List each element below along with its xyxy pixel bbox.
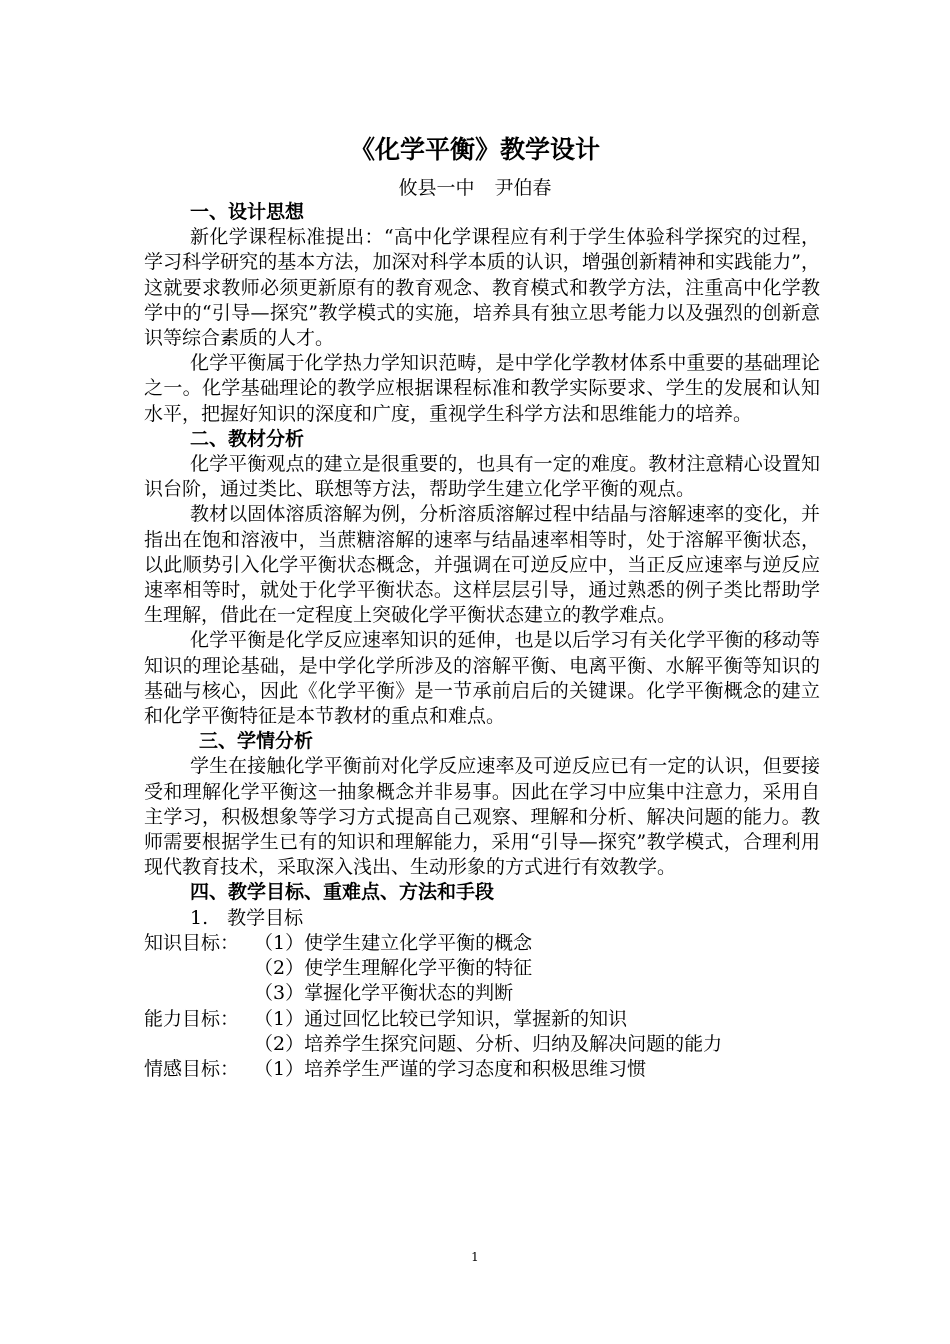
section-heading: 一、设计思想 (190, 201, 305, 223)
ability-goal-label: 能力目标： (144, 1007, 240, 1030)
emotion-goal-item: （1）培养学生严谨的学习态度和积极思维习惯 (254, 1057, 647, 1080)
knowledge-goal-item: （2）使学生理解化学平衡的特征 (254, 957, 533, 980)
emotion-goal-label: 情感目标： (144, 1057, 240, 1080)
paragraph: 化学平衡属于化学热力学知识范畴，是中学化学教材体系中重要的基础理论之一。化学基础理论的教学应根据课程标准和教学实际要求、学生的发展和认知水平，把握好知识的深度和广度，重视学生科学方法和思维能力的培养。 (144, 352, 820, 425)
paragraph: 教材以固体溶质溶解为例，分析溶质溶解过程中结晶与溶解速率的变化，并指出在饱和溶液中，当蔗糖溶解的速率与结晶速率相等时，处于溶解平衡状态，以此顺势引入化学平衡状态概念，并强调在可逆反应中，当正反应速率与逆反应速率相等时，就处于化学平衡状态。这样层层引导，通过熟悉的例子类比帮助学生理解，借此在一定程度上突破化学平衡状态建立的教学难点。 (144, 503, 820, 627)
paragraph: 学生在接触化学平衡前对化学反应速率及可逆反应已有一定的认识，但要接受和理解化学平衡这一抽象概念并非易事。因此在学习中应集中注意力，采用自主学习，积极想象等学习方式提高自己观察、理解和分析、解决问题的能力。教师需要根据学生已有的知识和理解能力，采用“引导—探究”教学模式，合理利用现代教育技术，采取深入浅出、生动形象的方式进行有效教学。 (144, 755, 820, 879)
paragraph: 新化学课程标准提出：“高中化学课程应有利于学生体验科学探究的过程，学习科学研究的基本方法，加深对科学本质的认识，增强创新精神和实践能力”，这就要求教师必须更新原有的教育观念、教育模式和教学方法，注重高中化学教学中的“引导—探究”教学模式的实施，培养具有独立思考能力以及强烈的创新意识等综合素质的人才。 (144, 226, 820, 350)
section-heading: 四、教学目标、重难点、方法和手段 (190, 881, 495, 904)
ability-goal-item: （2）培养学生探究问题、分析、归纳及解决问题的能力 (254, 1032, 723, 1055)
paragraph: 化学平衡是化学反应速率知识的延伸，也是以后学习有关化学平衡的移动等知识的理论基础，是中学化学所涉及的溶解平衡、电离平衡、水解平衡等知识的基础与核心，因此《化学平衡》是一节承前启后的关键课。化学平衡概念的建立和化学平衡特征是本节教材的重点和难点。 (144, 629, 820, 728)
document-title: 《化学平衡》教学设计 (349, 135, 600, 164)
subheading: 1. 教学目标 (190, 906, 304, 929)
ability-goal-row (144, 1007, 820, 1032)
ability-goal-item: （1）通过回忆比较已学知识，掌握新的知识 (254, 1007, 628, 1030)
emotion-goal-row (144, 1057, 820, 1082)
document-body (144, 200, 820, 1082)
knowledge-goal-row (144, 931, 820, 956)
knowledge-goal-item: （1）使学生建立化学平衡的概念 (254, 931, 533, 954)
document-author: 攸县一中 尹伯春 (398, 177, 552, 199)
knowledge-goal-label: 知识目标： (144, 931, 240, 954)
page-number: 1 (471, 1250, 479, 1264)
section-heading: 二、教材分析 (190, 427, 305, 450)
knowledge-goal-item: （3）掌握化学平衡状态的判断 (254, 982, 514, 1005)
section-heading: 三、学情分析 (199, 730, 314, 753)
paragraph: 化学平衡观点的建立是很重要的，也具有一定的难度。教材注意精心设置知识台阶，通过类比、联想等方法，帮助学生建立化学平衡的观点。 (144, 453, 820, 501)
